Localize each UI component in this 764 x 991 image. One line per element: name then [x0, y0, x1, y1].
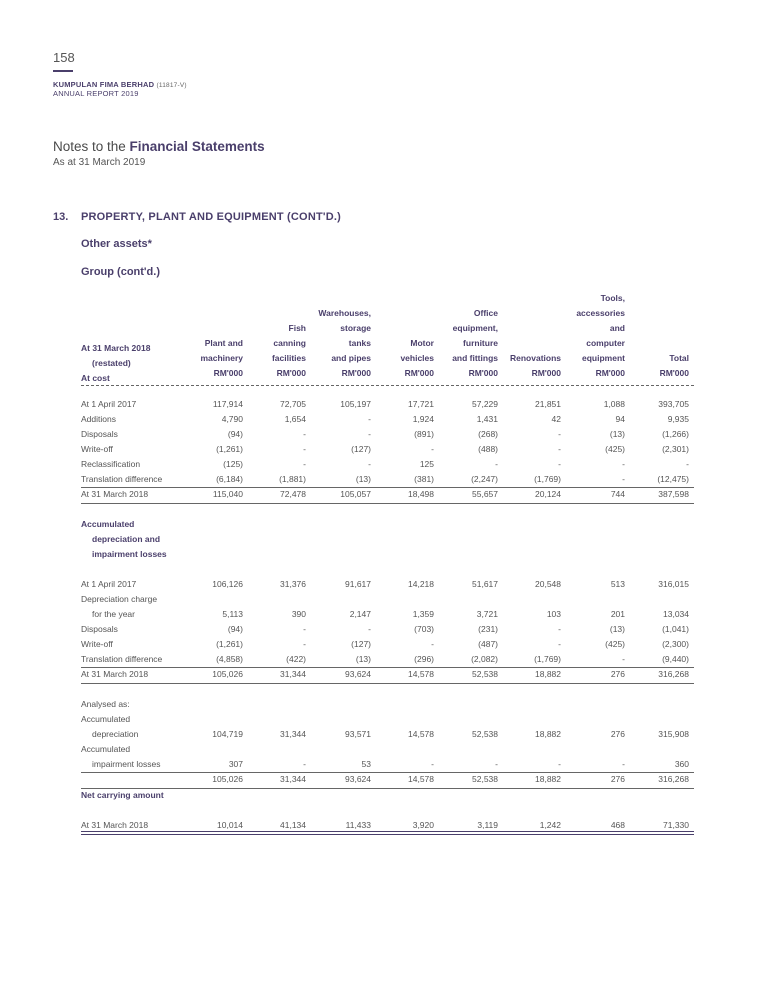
cell-total: 393,705	[658, 399, 689, 409]
cell-total: (2,301)	[662, 444, 689, 454]
total-rule	[81, 503, 694, 504]
column-header-line: RM'000	[276, 368, 306, 378]
cell-renovations: (1,769)	[534, 474, 561, 484]
cell-tools-equipment: (425)	[605, 444, 625, 454]
column-header-line: RM'000	[468, 368, 498, 378]
net-carrying-heading	[81, 790, 694, 805]
cell-motor-vehicles: 14,578	[408, 774, 434, 784]
cell-office-equipment: 3,721	[476, 609, 498, 619]
cell-office-equipment: 52,538	[472, 669, 498, 679]
cell-fish-canning: 31,344	[280, 774, 306, 784]
cell-tools-equipment: -	[622, 759, 625, 769]
page-number-rule	[53, 70, 73, 72]
cell-motor-vehicles: 3,920	[412, 820, 434, 830]
table-row	[81, 639, 694, 654]
cell-tools-equipment: 276	[610, 669, 625, 679]
cell-office-equipment: (268)	[478, 429, 498, 439]
table-row	[81, 714, 694, 729]
column-header-total	[599, 351, 689, 381]
cell-total: -	[686, 459, 689, 469]
cell-fish-canning: -	[303, 459, 306, 469]
cell-office-equipment: 52,538	[472, 729, 498, 739]
cell-warehouses: -	[368, 429, 371, 439]
column-header-line: and pipes	[331, 353, 371, 363]
cell-office-equipment: -	[495, 759, 498, 769]
table-row	[81, 609, 694, 624]
row-label: Disposals	[81, 429, 118, 439]
cell-office-equipment: 51,617	[472, 579, 498, 589]
cell-fish-canning: 31,344	[280, 669, 306, 679]
cell-fish-canning: (422)	[286, 654, 306, 664]
accumulated-heading-text: depreciation and	[92, 534, 161, 544]
cell-fish-canning: -	[303, 624, 306, 634]
cell-renovations: 42	[551, 414, 561, 424]
cell-fish-canning: 72,705	[280, 399, 306, 409]
cell-fish-canning: -	[303, 759, 306, 769]
cell-motor-vehicles: 18,498	[408, 489, 434, 499]
cell-renovations: 20,124	[535, 489, 561, 499]
row-label: Accumulated	[81, 714, 131, 724]
page-title	[53, 139, 265, 154]
cell-fish-canning: 41,134	[280, 820, 306, 830]
page-title-bold: Financial Statements	[129, 139, 265, 154]
row-label: Depreciation charge	[81, 594, 158, 604]
column-header-line: RM'000	[659, 368, 689, 378]
label-header-line: (restated)	[92, 358, 131, 368]
row-label: Write-off	[81, 639, 113, 649]
page-subtitle: As at 31 March 2019	[53, 157, 146, 168]
net-carrying-heading-text: Net carrying amount	[81, 790, 164, 800]
company-name	[53, 80, 187, 89]
cell-motor-vehicles: 14,578	[408, 729, 434, 739]
double-underline	[81, 831, 694, 835]
row-label: At 31 March 2018	[81, 489, 149, 499]
cell-plant-machinery: 10,014	[217, 820, 243, 830]
table-row	[81, 669, 694, 684]
cell-tools-equipment: (13)	[609, 624, 625, 634]
column-header-line: Total	[669, 353, 689, 363]
cell-fish-canning: -	[303, 639, 306, 649]
cell-fish-canning: -	[303, 429, 306, 439]
cell-renovations: 18,882	[535, 729, 561, 739]
column-header-line: and	[609, 323, 625, 333]
page-title-prefix: Notes to the	[53, 139, 130, 154]
cell-renovations: 1,242	[539, 820, 561, 830]
cell-motor-vehicles: (296)	[414, 654, 434, 664]
cell-fish-canning: -	[303, 444, 306, 454]
cell-office-equipment: (231)	[478, 624, 498, 634]
cell-office-equipment: (2,247)	[471, 474, 498, 484]
column-header-line: Fish	[288, 323, 306, 333]
label-header-line: At 31 March 2018	[81, 343, 151, 353]
cell-total: 13,034	[663, 609, 689, 619]
column-header-line: facilities	[271, 353, 306, 363]
cell-total: (1,266)	[662, 429, 689, 439]
row-label: depreciation	[92, 729, 139, 739]
row-label: At 1 April 2017	[81, 399, 137, 409]
cell-motor-vehicles: (381)	[414, 474, 434, 484]
cell-total: (2,300)	[662, 639, 689, 649]
cell-renovations: -	[558, 459, 561, 469]
table-row	[81, 429, 694, 444]
cell-motor-vehicles: 125	[419, 459, 434, 469]
cell-warehouses: (127)	[351, 639, 371, 649]
cell-total: 360	[674, 759, 689, 769]
cell-tools-equipment: -	[622, 654, 625, 664]
label-header-line: At cost	[81, 373, 110, 383]
row-label: for the year	[92, 609, 135, 619]
cell-tools-equipment: 94	[615, 414, 625, 424]
cell-plant-machinery: 5,113	[222, 609, 243, 619]
cell-office-equipment: 3,119	[477, 820, 498, 830]
column-header-line: tanks	[348, 338, 371, 348]
column-header-line: RM'000	[213, 368, 243, 378]
cell-plant-machinery: (94)	[227, 624, 243, 634]
cell-plant-machinery: 105,026	[212, 669, 243, 679]
cell-motor-vehicles: -	[431, 639, 434, 649]
row-label: Write-off	[81, 444, 113, 454]
accumulated-heading	[81, 549, 694, 564]
cell-renovations: 18,882	[535, 669, 561, 679]
table-row	[81, 579, 694, 594]
table-row	[81, 594, 694, 609]
table-row	[81, 414, 694, 429]
column-header-line: RM'000	[341, 368, 371, 378]
cell-office-equipment: 57,229	[472, 399, 498, 409]
column-header-line: Tools,	[600, 293, 625, 303]
cell-renovations: -	[558, 429, 561, 439]
cell-total: 71,330	[663, 820, 689, 830]
column-header-line: Plant and	[204, 338, 243, 348]
row-label: Disposals	[81, 624, 118, 634]
cell-tools-equipment: 276	[610, 774, 625, 784]
table-row	[81, 729, 694, 744]
table-row	[81, 399, 694, 414]
table-row	[81, 744, 694, 759]
cell-office-equipment: 52,538	[472, 774, 498, 784]
cell-renovations: -	[558, 639, 561, 649]
cell-tools-equipment: -	[622, 474, 625, 484]
cell-fish-canning: 31,344	[280, 729, 306, 739]
cell-office-equipment: (488)	[478, 444, 498, 454]
cell-tools-equipment: 513	[610, 579, 625, 589]
cell-warehouses: 93,571	[345, 729, 371, 739]
cell-fish-canning: 390	[291, 609, 306, 619]
cell-motor-vehicles: -	[431, 759, 434, 769]
column-header-line: vehicles	[400, 353, 434, 363]
cell-motor-vehicles: 14,578	[408, 669, 434, 679]
subtotal-rule	[81, 667, 694, 668]
cell-warehouses: -	[368, 459, 371, 469]
cell-office-equipment: -	[495, 459, 498, 469]
cell-warehouses: (127)	[351, 444, 371, 454]
cell-plant-machinery: 106,126	[212, 579, 243, 589]
table-row	[81, 489, 694, 504]
cell-tools-equipment: (13)	[609, 429, 625, 439]
cell-total: (1,041)	[662, 624, 689, 634]
cell-fish-canning: 72,478	[280, 489, 306, 499]
column-header-line: accessories	[576, 308, 625, 318]
accumulated-heading	[81, 519, 694, 534]
table-row	[81, 624, 694, 639]
table-row	[81, 459, 694, 474]
cell-renovations: -	[558, 444, 561, 454]
column-header-line: Warehouses,	[318, 308, 371, 318]
row-label: At 1 April 2017	[81, 579, 137, 589]
section-subtitle-other-assets: Other assets*	[81, 238, 152, 250]
cell-renovations: 21,851	[535, 399, 561, 409]
column-header-line: storage	[340, 323, 371, 333]
cell-plant-machinery: (94)	[227, 429, 243, 439]
cell-warehouses: 105,197	[340, 399, 371, 409]
accumulated-heading	[81, 534, 694, 549]
cell-tools-equipment: 276	[610, 729, 625, 739]
cell-warehouses: 93,624	[345, 669, 371, 679]
cell-motor-vehicles: 17,721	[408, 399, 434, 409]
cell-renovations: 18,882	[535, 774, 561, 784]
row-label: Translation difference	[81, 654, 163, 664]
total-rule	[81, 683, 694, 684]
company-name-text: KUMPULAN FIMA BERHAD	[53, 80, 155, 89]
column-header-line: furniture	[463, 338, 498, 348]
row-label: Reclassification	[81, 459, 141, 469]
cell-tools-equipment: -	[622, 459, 625, 469]
cell-tools-equipment: 744	[610, 489, 625, 499]
cell-plant-machinery: 105,026	[212, 774, 243, 784]
subtotal-rule	[81, 772, 694, 773]
column-header-line: Motor	[410, 338, 434, 348]
column-header-line: and fittings	[452, 353, 498, 363]
cell-total: 316,268	[658, 774, 689, 784]
column-header-line: canning	[273, 338, 306, 348]
cell-renovations: 20,548	[535, 579, 561, 589]
page-number: 158	[53, 50, 75, 65]
section-title: PROPERTY, PLANT AND EQUIPMENT (CONT'D.)	[81, 211, 341, 223]
cell-warehouses: 105,057	[340, 489, 371, 499]
cell-total: (12,475)	[657, 474, 689, 484]
cell-total: 316,268	[658, 669, 689, 679]
cell-office-equipment: 1,431	[476, 414, 498, 424]
cell-tools-equipment: (425)	[605, 639, 625, 649]
row-label: impairment losses	[92, 759, 161, 769]
cell-renovations: -	[558, 624, 561, 634]
cell-motor-vehicles: (891)	[414, 429, 434, 439]
cell-plant-machinery: (125)	[223, 459, 243, 469]
subtotal-rule	[81, 487, 694, 488]
cell-plant-machinery: (1,261)	[216, 639, 243, 649]
table-row	[81, 774, 694, 789]
row-label: At 31 March 2018	[81, 820, 149, 830]
cell-plant-machinery: (1,261)	[216, 444, 243, 454]
cell-warehouses: 11,433	[345, 820, 371, 830]
column-header-line: Office	[473, 308, 498, 318]
column-header-line: RM'000	[531, 368, 561, 378]
cell-plant-machinery: 307	[228, 759, 243, 769]
cell-warehouses: 91,617	[345, 579, 371, 589]
row-label: Additions	[81, 414, 116, 424]
column-header-line: RM'000	[404, 368, 434, 378]
accumulated-heading-text: impairment losses	[92, 549, 167, 559]
column-header-line: equipment,	[452, 323, 498, 333]
cell-plant-machinery: 104,719	[212, 729, 243, 739]
column-header-line: computer	[586, 338, 625, 348]
cell-motor-vehicles: 1,924	[412, 414, 434, 424]
cell-warehouses: 53	[361, 759, 371, 769]
cell-renovations: 103	[546, 609, 561, 619]
report-name: ANNUAL REPORT 2019	[53, 89, 139, 98]
section-subtitle-group: Group (cont'd.)	[81, 266, 160, 278]
accumulated-heading-text: Accumulated	[81, 519, 135, 529]
cell-plant-machinery: 117,914	[212, 399, 243, 409]
cell-total: (9,440)	[662, 654, 689, 664]
cell-total: 9,935	[667, 414, 689, 424]
company-reg: (11817-V)	[156, 82, 187, 89]
column-header-line: equipment	[582, 353, 625, 363]
cell-warehouses: (13)	[355, 474, 371, 484]
column-header-line: machinery	[200, 353, 243, 363]
cell-warehouses: -	[368, 624, 371, 634]
cell-plant-machinery: 4,790	[221, 414, 243, 424]
cell-total: 315,908	[658, 729, 689, 739]
cell-tools-equipment: 468	[610, 820, 625, 830]
table-label-header	[81, 341, 150, 386]
cell-plant-machinery: 115,040	[212, 489, 243, 499]
cell-office-equipment: 55,657	[472, 489, 498, 499]
cell-office-equipment: (2,082)	[471, 654, 498, 664]
cell-warehouses: 2,147	[349, 609, 371, 619]
row-label: Translation difference	[81, 474, 163, 484]
row-label: At 31 March 2018	[81, 669, 149, 679]
section-number: 13.	[53, 211, 69, 223]
cell-renovations: (1,769)	[534, 654, 561, 664]
cell-plant-machinery: (4,858)	[216, 654, 243, 664]
table-row	[81, 699, 694, 714]
cell-total: 387,598	[658, 489, 689, 499]
cell-motor-vehicles: 1,359	[412, 609, 434, 619]
cell-fish-canning: (1,881)	[279, 474, 306, 484]
cell-tools-equipment: 1,088	[603, 399, 625, 409]
column-header-line: Renovations	[509, 353, 561, 363]
cell-motor-vehicles: -	[431, 444, 434, 454]
cell-warehouses: (13)	[355, 654, 371, 664]
cell-office-equipment: (487)	[478, 639, 498, 649]
cell-tools-equipment: 201	[610, 609, 625, 619]
table-row	[81, 444, 694, 459]
header-divider	[81, 385, 694, 386]
cell-plant-machinery: (6,184)	[216, 474, 243, 484]
total-rule	[81, 788, 694, 789]
cell-warehouses: -	[368, 414, 371, 424]
cell-fish-canning: 31,376	[280, 579, 306, 589]
cell-motor-vehicles: (703)	[414, 624, 434, 634]
column-header-line: RM'000	[595, 368, 625, 378]
row-label: Accumulated	[81, 744, 131, 754]
row-label: Analysed as:	[81, 699, 130, 709]
cell-renovations: -	[558, 759, 561, 769]
cell-warehouses: 93,624	[345, 774, 371, 784]
cell-fish-canning: 1,654	[284, 414, 306, 424]
cell-total: 316,015	[658, 579, 689, 589]
cell-motor-vehicles: 14,218	[408, 579, 434, 589]
